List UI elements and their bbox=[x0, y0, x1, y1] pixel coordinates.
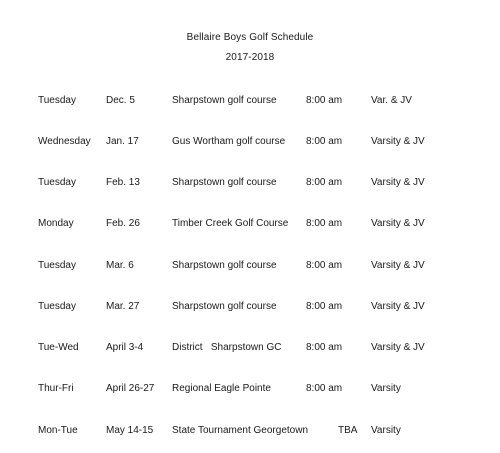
row-time: 8:00 am bbox=[306, 301, 343, 312]
row-date: April 3-4 bbox=[106, 342, 144, 353]
row-day: Tuesday bbox=[38, 95, 76, 106]
row-time: 8:00 am bbox=[306, 95, 343, 106]
row-date: Dec. 5 bbox=[106, 95, 135, 106]
row-day: Tuesday bbox=[38, 260, 76, 271]
row-place: Sharpstown golf course bbox=[172, 260, 277, 271]
schedule-row bbox=[0, 425, 500, 439]
row-place: Sharpstown golf course bbox=[172, 177, 277, 188]
row-day: Mon-Tue bbox=[38, 425, 78, 436]
schedule-row bbox=[0, 218, 500, 232]
row-date: Feb. 13 bbox=[106, 177, 140, 188]
row-day: Thur-Fri bbox=[38, 383, 74, 394]
row-date: Feb. 26 bbox=[106, 218, 140, 229]
row-date: May 14-15 bbox=[106, 425, 154, 436]
document-season: 2017-2018 bbox=[225, 52, 275, 63]
row-date: Jan. 17 bbox=[106, 136, 139, 147]
row-team: Varsity & JV bbox=[371, 218, 425, 229]
row-day: Tuesday bbox=[38, 301, 76, 312]
row-day: Monday bbox=[38, 218, 74, 229]
schedule-row bbox=[0, 383, 500, 397]
row-team: Varsity bbox=[371, 425, 401, 436]
row-team: Varsity & JV bbox=[371, 301, 425, 312]
schedule-row bbox=[0, 177, 500, 191]
row-place: Sharpstown golf course bbox=[172, 301, 277, 312]
row-team: Varsity & JV bbox=[371, 177, 425, 188]
row-time: 8:00 am bbox=[306, 260, 343, 271]
row-date: April 26-27 bbox=[106, 383, 155, 394]
schedule-row bbox=[0, 301, 500, 315]
schedule-row bbox=[0, 260, 500, 274]
row-team: Varsity & JV bbox=[371, 136, 425, 147]
row-date: Mar. 27 bbox=[106, 301, 140, 312]
row-team: Varsity & JV bbox=[371, 342, 425, 353]
row-place: District Sharpstown GC bbox=[172, 342, 282, 353]
row-place: Gus Wortham golf course bbox=[172, 136, 286, 147]
row-team: Varsity bbox=[371, 383, 401, 394]
row-time: 8:00 am bbox=[306, 342, 343, 353]
row-team: Varsity & JV bbox=[371, 260, 425, 271]
row-place: Sharpstown golf course bbox=[172, 95, 277, 106]
schedule-row bbox=[0, 95, 500, 109]
row-place: Timber Creek Golf Course bbox=[172, 218, 289, 229]
row-time: 8:00 am bbox=[306, 177, 343, 188]
row-place: Regional Eagle Pointe bbox=[172, 383, 271, 394]
row-time: 8:00 am bbox=[306, 218, 343, 229]
schedule-row bbox=[0, 342, 500, 356]
row-day: Wednesday bbox=[38, 136, 91, 147]
row-day: Tuesday bbox=[38, 177, 76, 188]
row-team: Var. & JV bbox=[371, 95, 412, 106]
row-date: Mar. 6 bbox=[106, 260, 134, 271]
schedule-row bbox=[0, 136, 500, 150]
row-time: 8:00 am bbox=[306, 383, 343, 394]
row-day: Tue-Wed bbox=[38, 342, 79, 353]
row-time: TBA bbox=[338, 425, 358, 436]
document-title: Bellaire Boys Golf Schedule bbox=[186, 32, 314, 43]
row-time: 8:00 am bbox=[306, 136, 343, 147]
row-place: State Tournament Georgetown bbox=[172, 425, 309, 436]
